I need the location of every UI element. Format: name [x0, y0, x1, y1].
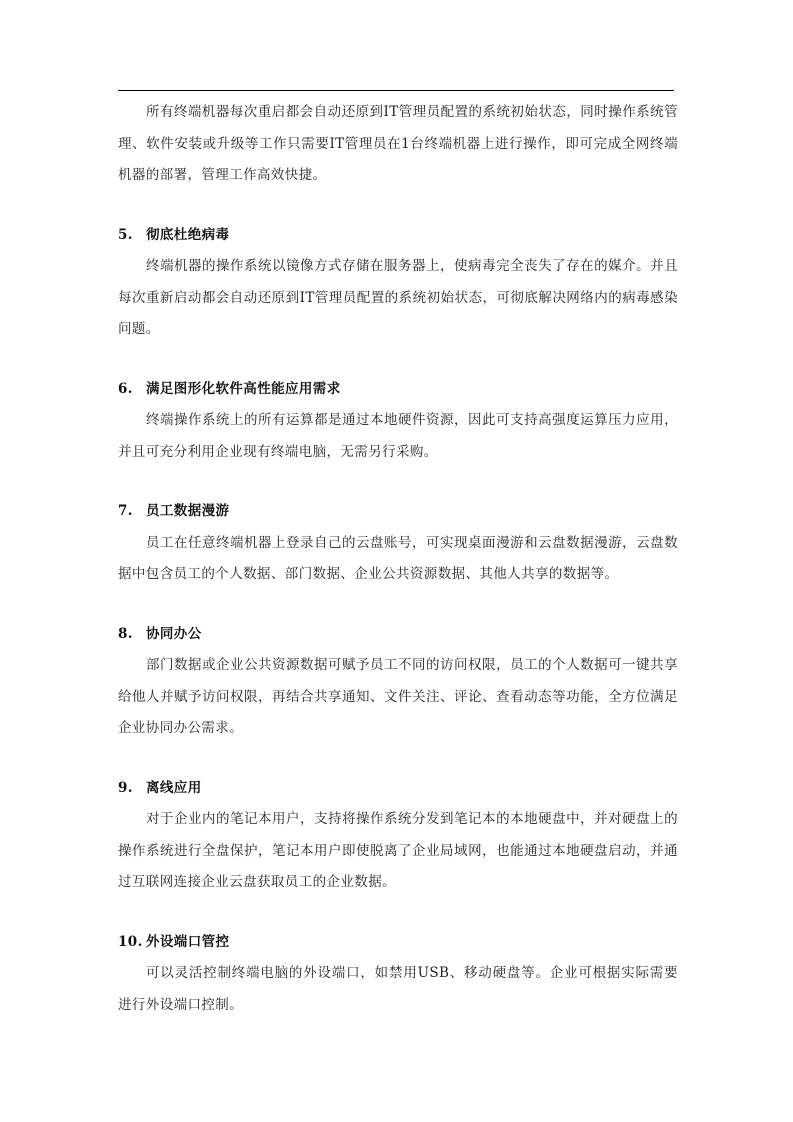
intro-paragraph: 所有终端机器每次重启都会自动还原到IT管理员配置的系统初始状态，同时操作系统管理、软件安装或升级等工作只需要IT管理员在1台终端机器上进行操作，即可完成全网终端机器的部署，管理工作高效快捷。	[118, 104, 678, 183]
section-heading	[118, 220, 678, 252]
section-10	[118, 927, 678, 1022]
section-number: 10.	[118, 933, 143, 950]
section-5	[118, 220, 678, 346]
section-number: 5.	[118, 226, 133, 243]
section-title: 离线应用	[146, 779, 202, 796]
section-6	[118, 374, 678, 469]
section-body: 终端操作系统上的所有运算都是通过本地硬件资源，因此可支持高强度运算压力应用，并且可充分利用企业现有终端电脑，无需另行采购。	[118, 412, 678, 460]
section-8	[118, 619, 678, 745]
section-title: 外设端口管控	[146, 933, 230, 950]
section-body: 员工在任意终端机器上登录自己的云盘账号，可实现桌面漫游和云盘数据漫游，云盘数据中包含员工的个人数据、部门数据、企业公共资源数据、其他人共享的数据等。	[118, 534, 678, 582]
section-number: 6.	[118, 380, 133, 397]
section-number: 9.	[118, 779, 133, 796]
section-heading	[118, 374, 678, 406]
section-title: 员工数据漫游	[146, 503, 230, 519]
header-rule	[118, 90, 674, 91]
section-heading	[118, 496, 678, 528]
section-number: 8.	[118, 625, 133, 642]
section-body: 对于企业内的笔记本用户，支持将操作系统分发到笔记本的本地硬盘中，并对硬盘上的操作系统进行全盘保护，笔记本用户即使脱离了企业局域网，也能通过本地硬盘启动，并通过互联网连接企业云盘获取员工的企业数据。	[118, 811, 678, 890]
section-heading	[118, 927, 678, 959]
section-heading	[118, 773, 678, 805]
section-heading	[118, 619, 678, 651]
section-body: 可以灵活控制终端电脑的外设端口，如禁用USB、移动硬盘等。企业可根据实际需要进行外设端口控制。	[118, 965, 678, 1013]
section-title: 彻底杜绝病毒	[146, 226, 230, 243]
section-title: 协同办公	[146, 625, 202, 642]
section-7	[118, 496, 678, 591]
section-9	[118, 773, 678, 899]
section-body: 终端机器的操作系统以镜像方式存储在服务器上，使病毒完全丧失了存在的媒介。并且每次重新启动都会自动还原到IT管理员配置的系统初始状态，可彻底解决网络内的病毒感染问题。	[118, 258, 678, 337]
section-title: 满足图形化软件高性能应用需求	[146, 380, 341, 397]
section-body: 部门数据或企业公共资源数据可赋予员工不同的访问权限，员工的个人数据可一键共享给他人并赋予访问权限，再结合共享通知、文件关注、评论、查看动态等功能，全方位满足企业协同办公需求。	[118, 657, 678, 736]
document-body	[118, 97, 678, 1021]
section-number: 7.	[118, 503, 133, 519]
